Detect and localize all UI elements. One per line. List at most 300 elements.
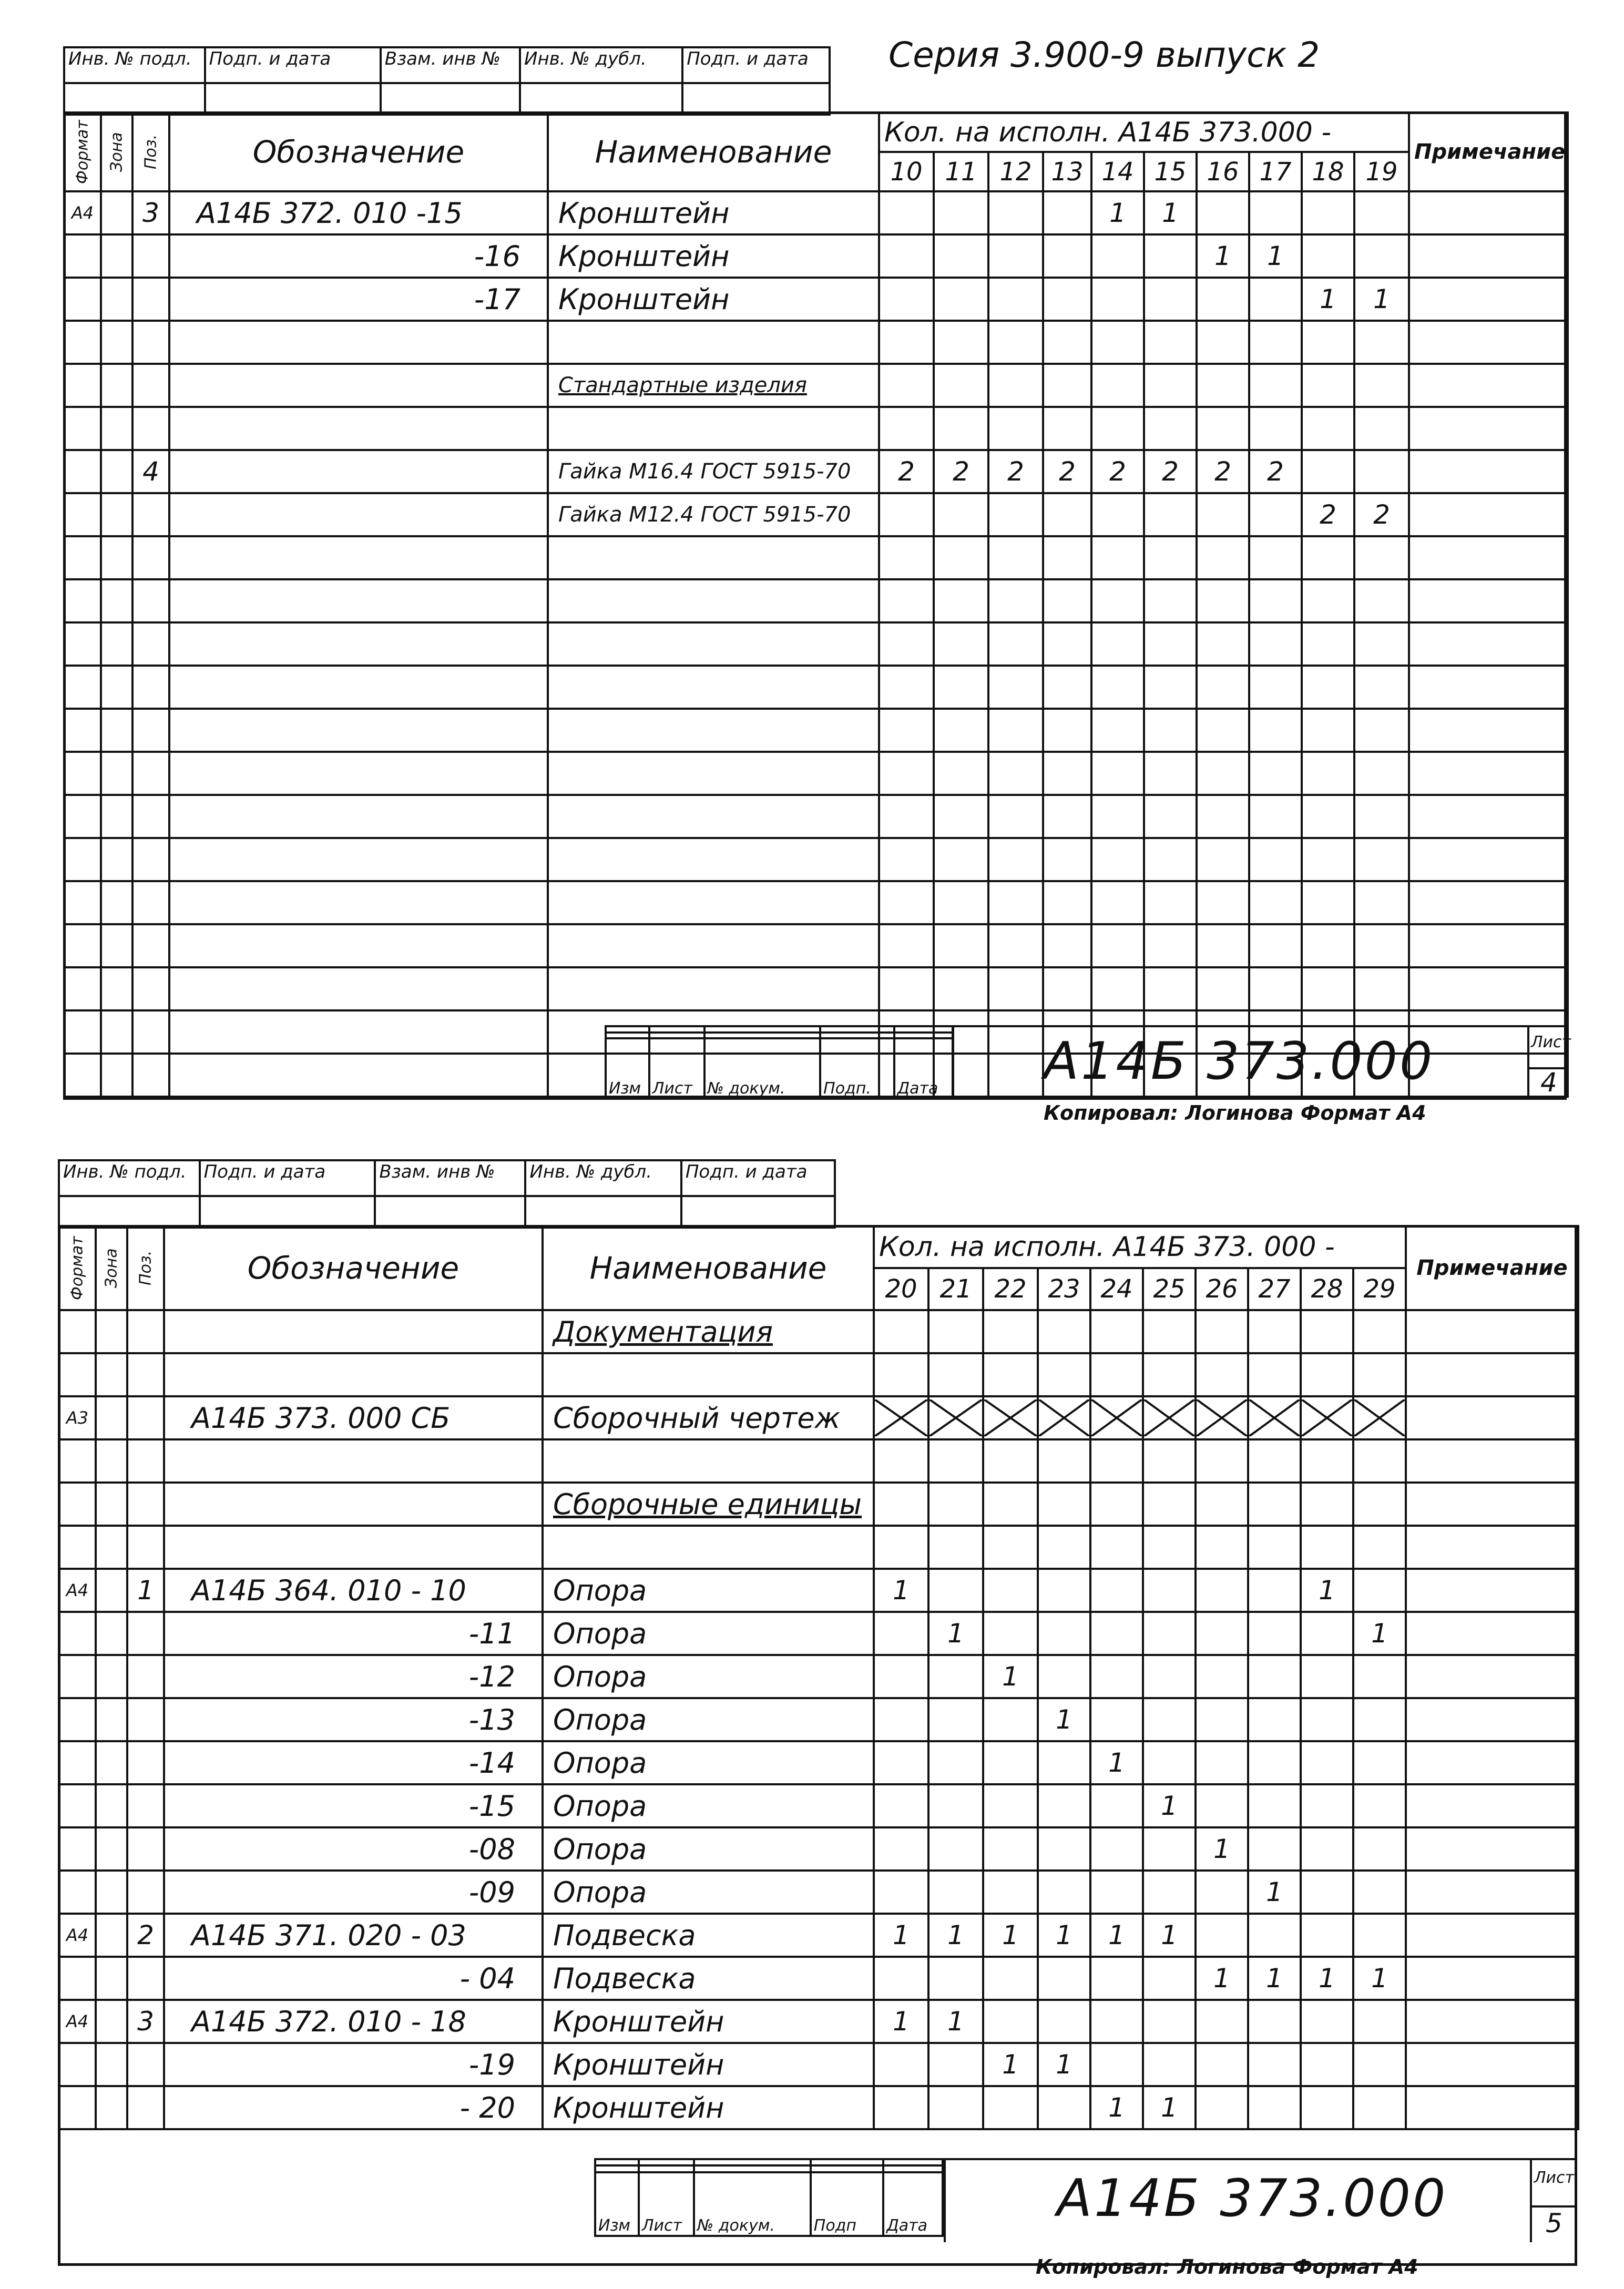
cell-qty <box>1248 2043 1301 2086</box>
cell-empty <box>1354 622 1409 666</box>
cell-qty-crossed <box>874 1396 928 1439</box>
cell-zone <box>101 321 132 364</box>
cell-qty <box>1353 1741 1406 1784</box>
cell-qty <box>1143 1698 1196 1741</box>
table-row <box>64 364 1568 407</box>
header-variant-14: 14 <box>1091 152 1144 191</box>
cell-empty <box>169 838 548 881</box>
cell-qty <box>1038 1655 1090 1698</box>
document-code-2: А14Б 373.000 <box>1057 2169 1448 2229</box>
cell-qty <box>1301 1827 1353 1871</box>
cell-qty <box>874 1741 928 1784</box>
cell-zone <box>96 1655 127 1698</box>
cell-empty <box>1409 838 1568 881</box>
cell-qty <box>1143 1871 1196 1914</box>
cell-designation: А14Б 372. 010 - 18 <box>164 2000 543 2043</box>
cell-qty <box>928 1439 983 1483</box>
cell-empty <box>1249 536 1302 579</box>
cell-qty <box>879 234 934 278</box>
table-row <box>59 1526 1578 1569</box>
cell-qty <box>1043 407 1091 450</box>
cell-qty <box>1144 321 1197 364</box>
cell-designation: - 04 <box>164 1957 543 2000</box>
cell-empty <box>1197 924 1249 967</box>
cell-qty: 1 <box>1038 2043 1090 2086</box>
cell-empty <box>132 795 169 838</box>
table-row <box>59 1569 1578 1612</box>
tb1-sheet-label: Лист <box>1531 1033 1571 1051</box>
cell-format <box>59 1741 96 1784</box>
cell-qty <box>879 321 934 364</box>
cell-empty <box>1043 579 1091 622</box>
cell-format <box>59 1526 96 1569</box>
cell-qty: 2 <box>1302 493 1354 536</box>
cell-empty <box>1144 579 1197 622</box>
cell-empty <box>1249 881 1302 924</box>
cell-name: Опора <box>543 1655 874 1698</box>
cell-qty <box>934 234 988 278</box>
cell-pos <box>127 1526 164 1569</box>
cell-name: Опора <box>543 1698 874 1741</box>
cell-qty <box>1090 1569 1143 1612</box>
tb1-izm: Изм <box>606 1038 649 1099</box>
cell-qty <box>1043 191 1091 234</box>
cell-qty <box>1248 1569 1301 1612</box>
cell-format <box>59 1612 96 1655</box>
cell-format <box>59 1655 96 1698</box>
cell-empty <box>879 924 934 967</box>
cell-qty <box>1196 1526 1248 1569</box>
cell-qty <box>1353 1655 1406 1698</box>
cell-empty <box>1409 709 1568 752</box>
cell-designation <box>164 1353 543 1396</box>
cell-empty <box>1043 666 1091 709</box>
cell-note <box>1406 1827 1578 1871</box>
cell-qty-crossed <box>983 1396 1038 1439</box>
cell-designation: -14 <box>164 1741 543 1784</box>
cell-empty <box>169 752 548 795</box>
cell-zone <box>101 407 132 450</box>
cell-empty <box>1091 579 1144 622</box>
cell-empty <box>934 838 988 881</box>
cell-empty <box>1249 924 1302 967</box>
cell-qty <box>1143 1310 1196 1353</box>
cell-empty <box>64 795 101 838</box>
cell-empty <box>1091 666 1144 709</box>
cell-zone <box>96 1439 127 1483</box>
cell-qty <box>874 1698 928 1741</box>
cell-empty <box>548 924 879 967</box>
cell-empty <box>988 967 1043 1010</box>
cell-empty <box>988 579 1043 622</box>
cell-empty <box>1249 752 1302 795</box>
cell-qty <box>1043 493 1091 536</box>
cell-name <box>548 407 879 450</box>
cell-qty <box>1143 1612 1196 1655</box>
cell-empty <box>64 709 101 752</box>
cell-qty: 1 <box>1249 234 1302 278</box>
cell-pos: 1 <box>127 1569 164 1612</box>
cell-qty <box>1090 1353 1143 1396</box>
cell-designation: А14Б 371. 020 - 03 <box>164 1914 543 1957</box>
cell-empty <box>879 622 934 666</box>
cell-qty-crossed <box>1353 1396 1406 1439</box>
cell-qty <box>1354 234 1409 278</box>
cell-qty <box>1143 2043 1196 2086</box>
cell-qty: 1 <box>983 2043 1038 2086</box>
cell-qty <box>1143 1483 1196 1526</box>
table-row <box>64 493 1568 536</box>
header-designation: Обозначение <box>164 1226 543 1310</box>
cell-qty: 1 <box>1038 1914 1090 1957</box>
cell-note <box>1406 1871 1578 1914</box>
cell-qty <box>1196 1655 1248 1698</box>
cell-qty <box>1353 2043 1406 2086</box>
cell-empty <box>101 536 132 579</box>
cell-empty <box>548 838 879 881</box>
cell-qty <box>1091 364 1144 407</box>
stamp-inv-podl: Инв. № подл. <box>64 47 205 83</box>
cell-qty <box>988 234 1043 278</box>
cell-qty <box>1301 1526 1353 1569</box>
cell-empty <box>879 838 934 881</box>
cell-empty <box>1043 795 1091 838</box>
spec-table-2 <box>58 1225 1579 2130</box>
table-row-blank <box>64 666 1568 709</box>
cell-qty: 2 <box>879 450 934 493</box>
tb2-list: Лист <box>639 2172 694 2236</box>
cross-mark-icon <box>984 1399 1037 1436</box>
cell-name: Опора <box>543 1784 874 1827</box>
tb2-podp: Подп <box>811 2172 884 2236</box>
cell-qty <box>1090 1827 1143 1871</box>
cell-zone <box>96 1353 127 1396</box>
table-row <box>59 1957 1578 2000</box>
table-row-blank <box>64 838 1568 881</box>
table-row <box>64 407 1568 450</box>
cell-qty <box>988 493 1043 536</box>
cell-designation <box>169 450 548 493</box>
cell-qty <box>1091 321 1144 364</box>
cell-empty <box>1409 579 1568 622</box>
cell-pos <box>132 407 169 450</box>
cell-qty <box>928 1526 983 1569</box>
cell-empty <box>1302 622 1354 666</box>
cell-qty: 2 <box>1043 450 1091 493</box>
cell-empty <box>64 622 101 666</box>
cell-empty <box>1249 579 1302 622</box>
cell-empty <box>988 795 1043 838</box>
stamp2-inv-dubl: Инв. № дубл. <box>525 1160 681 1196</box>
cell-empty <box>1249 795 1302 838</box>
cell-note <box>1406 1957 1578 2000</box>
cell-qty: 1 <box>1143 2086 1196 2129</box>
cell-qty <box>874 1655 928 1698</box>
cell-name <box>548 321 879 364</box>
cell-designation: -08 <box>164 1827 543 1871</box>
cell-note <box>1406 1310 1578 1353</box>
cell-empty <box>1091 924 1144 967</box>
cell-qty <box>928 1698 983 1741</box>
series-label: Серия 3.900-9 выпуск 2 <box>888 35 1320 75</box>
cross-mark-icon <box>1249 1399 1300 1436</box>
cell-qty <box>1038 1353 1090 1396</box>
cell-format <box>64 450 101 493</box>
cell-designation <box>164 1439 543 1483</box>
cell-empty <box>132 881 169 924</box>
cell-qty <box>874 1439 928 1483</box>
table-row <box>59 1396 1578 1439</box>
cell-empty <box>879 752 934 795</box>
cell-qty: 2 <box>934 450 988 493</box>
tb1-doc: № докум. <box>704 1038 821 1099</box>
cell-name: Кронштейн <box>543 2086 874 2129</box>
cell-qty <box>1196 2043 1248 2086</box>
cell-note <box>1409 321 1568 364</box>
cell-empty <box>1409 622 1568 666</box>
cell-qty <box>1038 1526 1090 1569</box>
stamp-row-1 <box>63 46 831 116</box>
header-zone: Зона <box>101 113 132 191</box>
cell-empty <box>1409 536 1568 579</box>
header-zone: Зона <box>96 1226 127 1310</box>
stamp-row-2 <box>58 1159 836 1229</box>
cell-qty <box>874 1526 928 1569</box>
cell-qty <box>1248 1353 1301 1396</box>
cell-empty <box>132 1054 169 1097</box>
cell-qty <box>1091 493 1144 536</box>
cell-qty: 1 <box>874 2000 928 2043</box>
cell-qty <box>1143 1353 1196 1396</box>
cell-format: А4 <box>59 2000 96 2043</box>
cell-qty <box>1090 1526 1143 1569</box>
cell-empty <box>1091 967 1144 1010</box>
cell-qty <box>928 1353 983 1396</box>
cell-empty <box>879 709 934 752</box>
cell-zone <box>96 1957 127 2000</box>
table-row-blank <box>64 924 1568 967</box>
cell-qty <box>1248 2086 1301 2129</box>
cell-qty <box>928 2043 983 2086</box>
cell-zone <box>96 1741 127 1784</box>
cell-format: А4 <box>59 1569 96 1612</box>
cell-empty <box>64 1054 101 1097</box>
cell-empty <box>988 536 1043 579</box>
cell-qty <box>1353 1526 1406 1569</box>
cell-qty <box>1196 1698 1248 1741</box>
cell-qty: 1 <box>1248 1871 1301 1914</box>
cell-empty <box>1144 709 1197 752</box>
cell-qty <box>1302 234 1354 278</box>
cell-empty <box>132 579 169 622</box>
cell-qty-crossed <box>1301 1396 1353 1439</box>
stamp2-podp-data-2: Подп. и дата <box>681 1160 835 1196</box>
cell-qty: 1 <box>1354 278 1409 321</box>
cell-qty <box>1354 321 1409 364</box>
cell-qty <box>1144 278 1197 321</box>
cell-qty <box>1091 407 1144 450</box>
cell-qty <box>1354 407 1409 450</box>
table-row <box>59 1483 1578 1526</box>
cell-pos <box>127 1784 164 1827</box>
cell-qty <box>928 1310 983 1353</box>
cell-empty <box>1249 967 1302 1010</box>
table-row <box>59 1784 1578 1827</box>
cell-note <box>1409 234 1568 278</box>
cell-empty <box>132 709 169 752</box>
cell-name: Кронштейн <box>543 2043 874 2086</box>
cell-format <box>59 1784 96 1827</box>
cell-zone <box>96 1784 127 1827</box>
cell-format <box>59 2043 96 2086</box>
cell-name: Опора <box>543 1741 874 1784</box>
cell-qty <box>1248 2000 1301 2043</box>
cell-pos <box>127 1439 164 1483</box>
header-pos: Поз. <box>132 113 169 191</box>
cell-empty <box>169 579 548 622</box>
cell-empty <box>1302 881 1354 924</box>
header-variant-10: 10 <box>879 152 934 191</box>
cell-note <box>1406 1569 1578 1612</box>
cell-qty <box>874 2086 928 2129</box>
header-variant-12: 12 <box>988 152 1043 191</box>
cell-pos <box>127 1957 164 2000</box>
cell-qty <box>1248 1827 1301 1871</box>
stamp-vzam-inv: Взам. инв № <box>381 47 520 83</box>
cell-qty <box>983 1569 1038 1612</box>
cell-empty <box>934 579 988 622</box>
cell-qty <box>928 1741 983 1784</box>
cell-empty <box>1354 795 1409 838</box>
cell-qty: 1 <box>1353 1612 1406 1655</box>
cell-empty <box>1409 881 1568 924</box>
cell-empty <box>1302 795 1354 838</box>
cell-designation: А14Б 373. 000 СБ <box>164 1396 543 1439</box>
cell-pos <box>132 278 169 321</box>
cell-qty <box>928 1784 983 1827</box>
cell-name: Гайка М16.4 ГОСТ 5915-70 <box>548 450 879 493</box>
cell-qty <box>1354 191 1409 234</box>
cell-empty <box>988 881 1043 924</box>
cell-empty <box>1409 752 1568 795</box>
cell-qty <box>1196 1353 1248 1396</box>
cell-designation: -11 <box>164 1612 543 1655</box>
cell-qty <box>1090 1871 1143 1914</box>
cell-pos: 2 <box>127 1914 164 1957</box>
cell-empty <box>101 579 132 622</box>
cell-empty <box>64 881 101 924</box>
cell-pos <box>127 2043 164 2086</box>
cell-empty <box>934 622 988 666</box>
cell-note <box>1409 450 1568 493</box>
cell-qty: 1 <box>1143 1914 1196 1957</box>
cell-qty <box>934 364 988 407</box>
header-variant-19: 19 <box>1354 152 1409 191</box>
cell-qty <box>1302 321 1354 364</box>
cell-name <box>543 1526 874 1569</box>
cell-qty <box>983 1439 1038 1483</box>
tb1-data: Дата <box>894 1038 953 1099</box>
cell-empty <box>1197 752 1249 795</box>
cell-empty <box>101 924 132 967</box>
header-variant-20: 20 <box>874 1268 928 1310</box>
cell-qty: 1 <box>874 1914 928 1957</box>
cell-qty <box>1248 1483 1301 1526</box>
cell-zone <box>101 234 132 278</box>
stamp2-podp-data: Подп. и дата <box>200 1160 375 1196</box>
cell-qty <box>1038 1871 1090 1914</box>
header-pos: Поз. <box>127 1226 164 1310</box>
cell-empty <box>1249 622 1302 666</box>
cell-format: А4 <box>59 1914 96 1957</box>
cell-qty-crossed <box>1038 1396 1090 1439</box>
cell-designation: А14Б 364. 010 - 10 <box>164 1569 543 1612</box>
header-name: Наименование <box>543 1226 874 1310</box>
cell-format <box>64 493 101 536</box>
cell-empty <box>1091 795 1144 838</box>
cell-qty <box>988 364 1043 407</box>
table-row <box>59 1741 1578 1784</box>
cell-qty <box>1248 1655 1301 1698</box>
cross-mark-icon <box>1354 1399 1405 1436</box>
cell-qty <box>983 1698 1038 1741</box>
tb2-izm: Изм <box>595 2172 639 2236</box>
cell-qty <box>1248 1741 1301 1784</box>
cell-empty <box>1043 924 1091 967</box>
cell-qty: 1 <box>1143 1784 1196 1827</box>
cell-pos <box>127 1698 164 1741</box>
table-row <box>59 1612 1578 1655</box>
cell-designation: - 20 <box>164 2086 543 2129</box>
header-name: Наименование <box>548 113 879 191</box>
cell-empty <box>548 967 879 1010</box>
cell-empty <box>169 709 548 752</box>
header-variant-21: 21 <box>928 1268 983 1310</box>
cell-qty: 1 <box>1353 1957 1406 2000</box>
cell-empty <box>169 622 548 666</box>
stamp2-vzam-inv: Взам. инв № <box>375 1160 525 1196</box>
cell-qty <box>1043 321 1091 364</box>
cell-empty <box>1144 838 1197 881</box>
cell-format <box>59 1483 96 1526</box>
cell-note <box>1406 1612 1578 1655</box>
cell-empty <box>1043 881 1091 924</box>
cell-qty <box>1354 364 1409 407</box>
cell-qty <box>1353 2086 1406 2129</box>
cell-format <box>64 278 101 321</box>
cell-designation: -16 <box>169 234 548 278</box>
cell-qty <box>874 1310 928 1353</box>
cell-note <box>1406 1784 1578 1827</box>
cell-empty <box>934 795 988 838</box>
cell-empty <box>1091 709 1144 752</box>
cell-qty <box>1143 1957 1196 2000</box>
cell-qty <box>983 2000 1038 2043</box>
cell-empty <box>1197 536 1249 579</box>
cell-qty <box>1248 1784 1301 1827</box>
cell-empty <box>1144 622 1197 666</box>
cell-qty <box>988 407 1043 450</box>
cell-empty <box>1144 881 1197 924</box>
cell-format: А4 <box>64 191 101 234</box>
cell-empty <box>1043 536 1091 579</box>
cell-empty <box>169 795 548 838</box>
tb2-sheet-number: 5 <box>1546 2208 1562 2239</box>
cell-qty <box>1301 1698 1353 1741</box>
cell-qty <box>1353 1483 1406 1526</box>
cell-qty <box>1090 1957 1143 2000</box>
cell-zone <box>101 493 132 536</box>
